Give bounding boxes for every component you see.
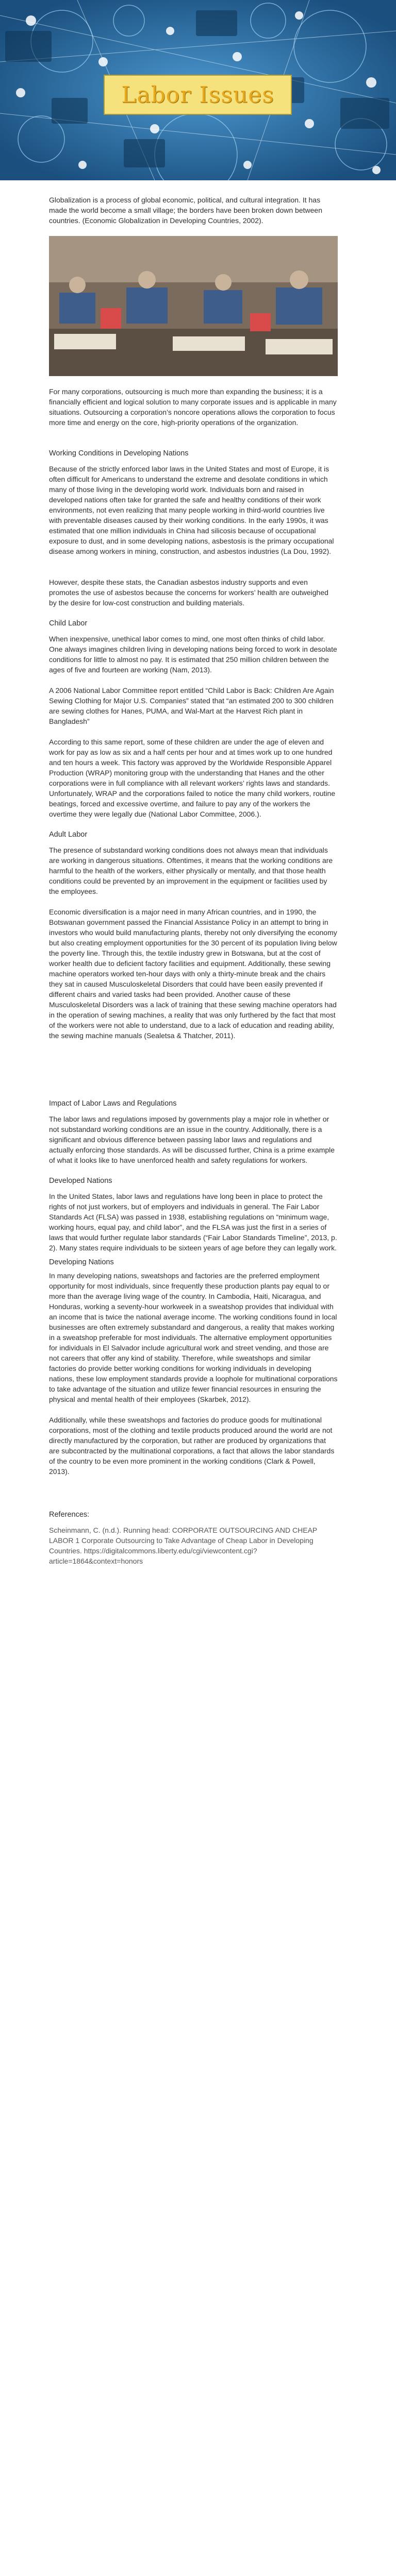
developing-nations-heading: Developing Nations [49, 1258, 114, 1266]
child-labor-body-2: A 2006 National Labor Committee report entitled “Child Labor is Back: Children Are Again Sewing Clothing for Major U.S. Companies” stated that “an estimated 200 to 300 children are sewing clothes for Hanes, PUMA, and Wal-Mart at the Harvest Rich plant in Bangladesh” [49, 686, 334, 725]
header-banner [0, 0, 396, 180]
child-labor-body: When inexpensive, unethical labor comes to mind, one most often thinks of child labor. One always imagines children living in developing nations being forced to work in desolate conditions for little to almost no pay. It is estimated that 250 million children between the ages of five and fourteen are working (Nam, 2013). [49, 635, 337, 674]
developing-nations-body-2: Additionally, while these sweatshops and factories do produce goods for multinational corporations, most of the clothing and textile products produced around the world are not directly manufactured by the corporation, but rather are produced by organizations that are subcontracted by the multinational corporations, a fact that allows the labor standards of the country to be even more prominent in the working conditions (Clark & Powell, 2013). [49, 1416, 335, 1476]
working-conditions-body-2: However, despite these stats, the Canadian asbestos industry supports and even promotes the use of asbestos because the concerns for workers’ health are outweighed by the desire for low-cost construction and building materials. [49, 578, 328, 607]
child-labor-body-3: According to this same report, some of these children are under the age of eleven and work for pay as low as six and a half cents per hour and at times work up to one hundred and ten hours a week. This factory was approved by the Worldwide Responsible Apparel Production (WRAP) monitoring group with the understanding that Hanes and the other corporations were in full compliance with all relevant workers’ rights laws and standards. Unfortunately, WRAP and the corporations failed to notice the many child workers, routine beatings, forced and excessive overtime, and failure to pay any of the workers the overtime they were legally due (National Labor Committee, 2006.). [49, 738, 336, 818]
references-body: Scheinmann, C. (n.d.). Running head: CORPORATE OUTSOURCING AND CHEAP LABOR 1 Corporate Outsourcing to Take Advantage of Cheap Labor in Developing Countries. https://digitalcommons.liberty.edu/cgi/viewcontent.cgi?article=1864&context=honors [49, 1526, 317, 1565]
outsourcing-paragraph: For many corporations, outsourcing is much more than expanding the business; it is a financially efficient and logical solution to many corporate issues and is applicable in many situations. Outsourcing a corporation’s noncore operations allows the corporation to focus more time and energy on the core, high-priority operations of the organization. [49, 387, 337, 427]
developed-nations-body: In the United States, labor laws and regulations have long been in place to protect the rights of not just workers, but of employers and individuals in general. The Fair Labor Standards Act (FLSA) was passed in 1938, establishing regulations on “minimum wage, working hours, equal pay, and child labor”, and the FLSA was just the first in a series of laws that would further regulate labor standards (“Fair Labor Standards Timeline”, 2013, p. 2). Many states require individuals to be sixteen years of age before they can legally work. [49, 1192, 337, 1252]
references-heading: References: [49, 1511, 90, 1519]
adult-labor-heading: Adult Labor [49, 831, 88, 839]
title-box [104, 75, 292, 115]
intro-paragraph: Globalization is a process of global economic, political, and cultural integration. It has made the world become a small village; the borders have been broken down between countries. (Economic Globalization in Developing Countries, 2002). [49, 196, 322, 225]
page-title: Labor Issues [121, 81, 274, 108]
adult-labor-body-2: Economic diversification is a major need in many African countries, and in 1990, the Botswanan government passed the Financial Assistance Policy in an attempt to bring in investors who would build manufacturing plants, thereby not only diversifying the economy but also creating employment opportunities for the 30 percent of its population living below the poverty line. Through this, the textile industry grew in Botswana, but at the cost of worker health due to deficient factory facilities and equipment. Additionally, these sewing machine operators worked ten-hour days with only a thirty-minute break and the chairs they sat in caused Musculoskeletal Disorders that could have been easily prevented if different chairs and varied tasks had been provided. Another cause of these Musculoskeletal Disorders was a lack of training that these sewing machine operators had in the operation of sewing machines, a reality that was only furthered by the fact that most of the workers were not able to understand, due to a lack of education and reading ability, the sewing machine manuals (Sealetsa & Thatcher, 2011). [49, 908, 337, 1040]
impact-heading: Impact of Labor Laws and Regulations [49, 1099, 177, 1108]
article [49, 195, 338, 1577]
child-labor-heading: Child Labor [49, 619, 88, 628]
working-conditions-heading: Working Conditions in Developing Nations [49, 449, 189, 457]
developed-nations-heading: Developed Nations [49, 1177, 112, 1185]
developing-nations-body: In many developing nations, sweatshops and factories are the preferred employment opportunity for most individuals, since frequently these production plants pay equal to or more than the average living wage of the country. In Cambodia, Haiti, Nicaragua, and Honduras, working a seventy-hour workweek in a sweatshop provides that individual with an income that is twice the national average income. The working conditions found in local businesses are often extremely substandard and dangerous, a reality that makes working in a sweatshop preferable for most individuals. The alternative employment opportunities for individuals in El Salvador include agricultural work and street vending, and those are not careers that offer any kind of stability. Therefore, while sweatshops and similar factories do provide better working conditions for working individuals in developing nations, these low employment standards provide a loophole for multinational corporations to take advantage of the situation and utilize fewer financial resources in ensuring the physical and mental health of their employees (Skarbek, 2012). [49, 1272, 338, 1403]
adult-labor-body: The presence of substandard working conditions does not always mean that individuals are working in dangerous situations. Oftentimes, it means that the working conditions are harmful to the health of the workers, either physically or mentally, and that those health conditions could be prevented by an improvement in the equipment or facilities used by the employees. [49, 846, 333, 895]
factory-workers-photo-icon [49, 236, 338, 376]
impact-body: The labor laws and regulations imposed by governments play a major role in whether or not substandard working conditions are an issue in the country. Additionally, there is a significant and obvious difference between passing labor laws and regulations and actually enforcing those standards. As will be discussed further, China is a prime example of what it looks like to have unenforced health and safety regulations for workers. [49, 1115, 335, 1164]
working-conditions-body: Because of the strictly enforced labor laws in the United States and most of Europe, it is often difficult for Americans to understand the extreme and desolate conditions in which many of those living in the developing world work. Individuals born and raised in developed nations often take for granted the safe and healthy conditions of their work environments, not even realizing that many people working in third-world countries live with preventable diseases caused by their working conditions. In the early 1990s, it was estimated that one million individuals in China had silicosis because of occupational exposure to dust, and in some developing nations, asbestosis is the primary occupational disease among workers in mining, construction, and asbestos industries (La Dou, 1992). [49, 465, 334, 555]
